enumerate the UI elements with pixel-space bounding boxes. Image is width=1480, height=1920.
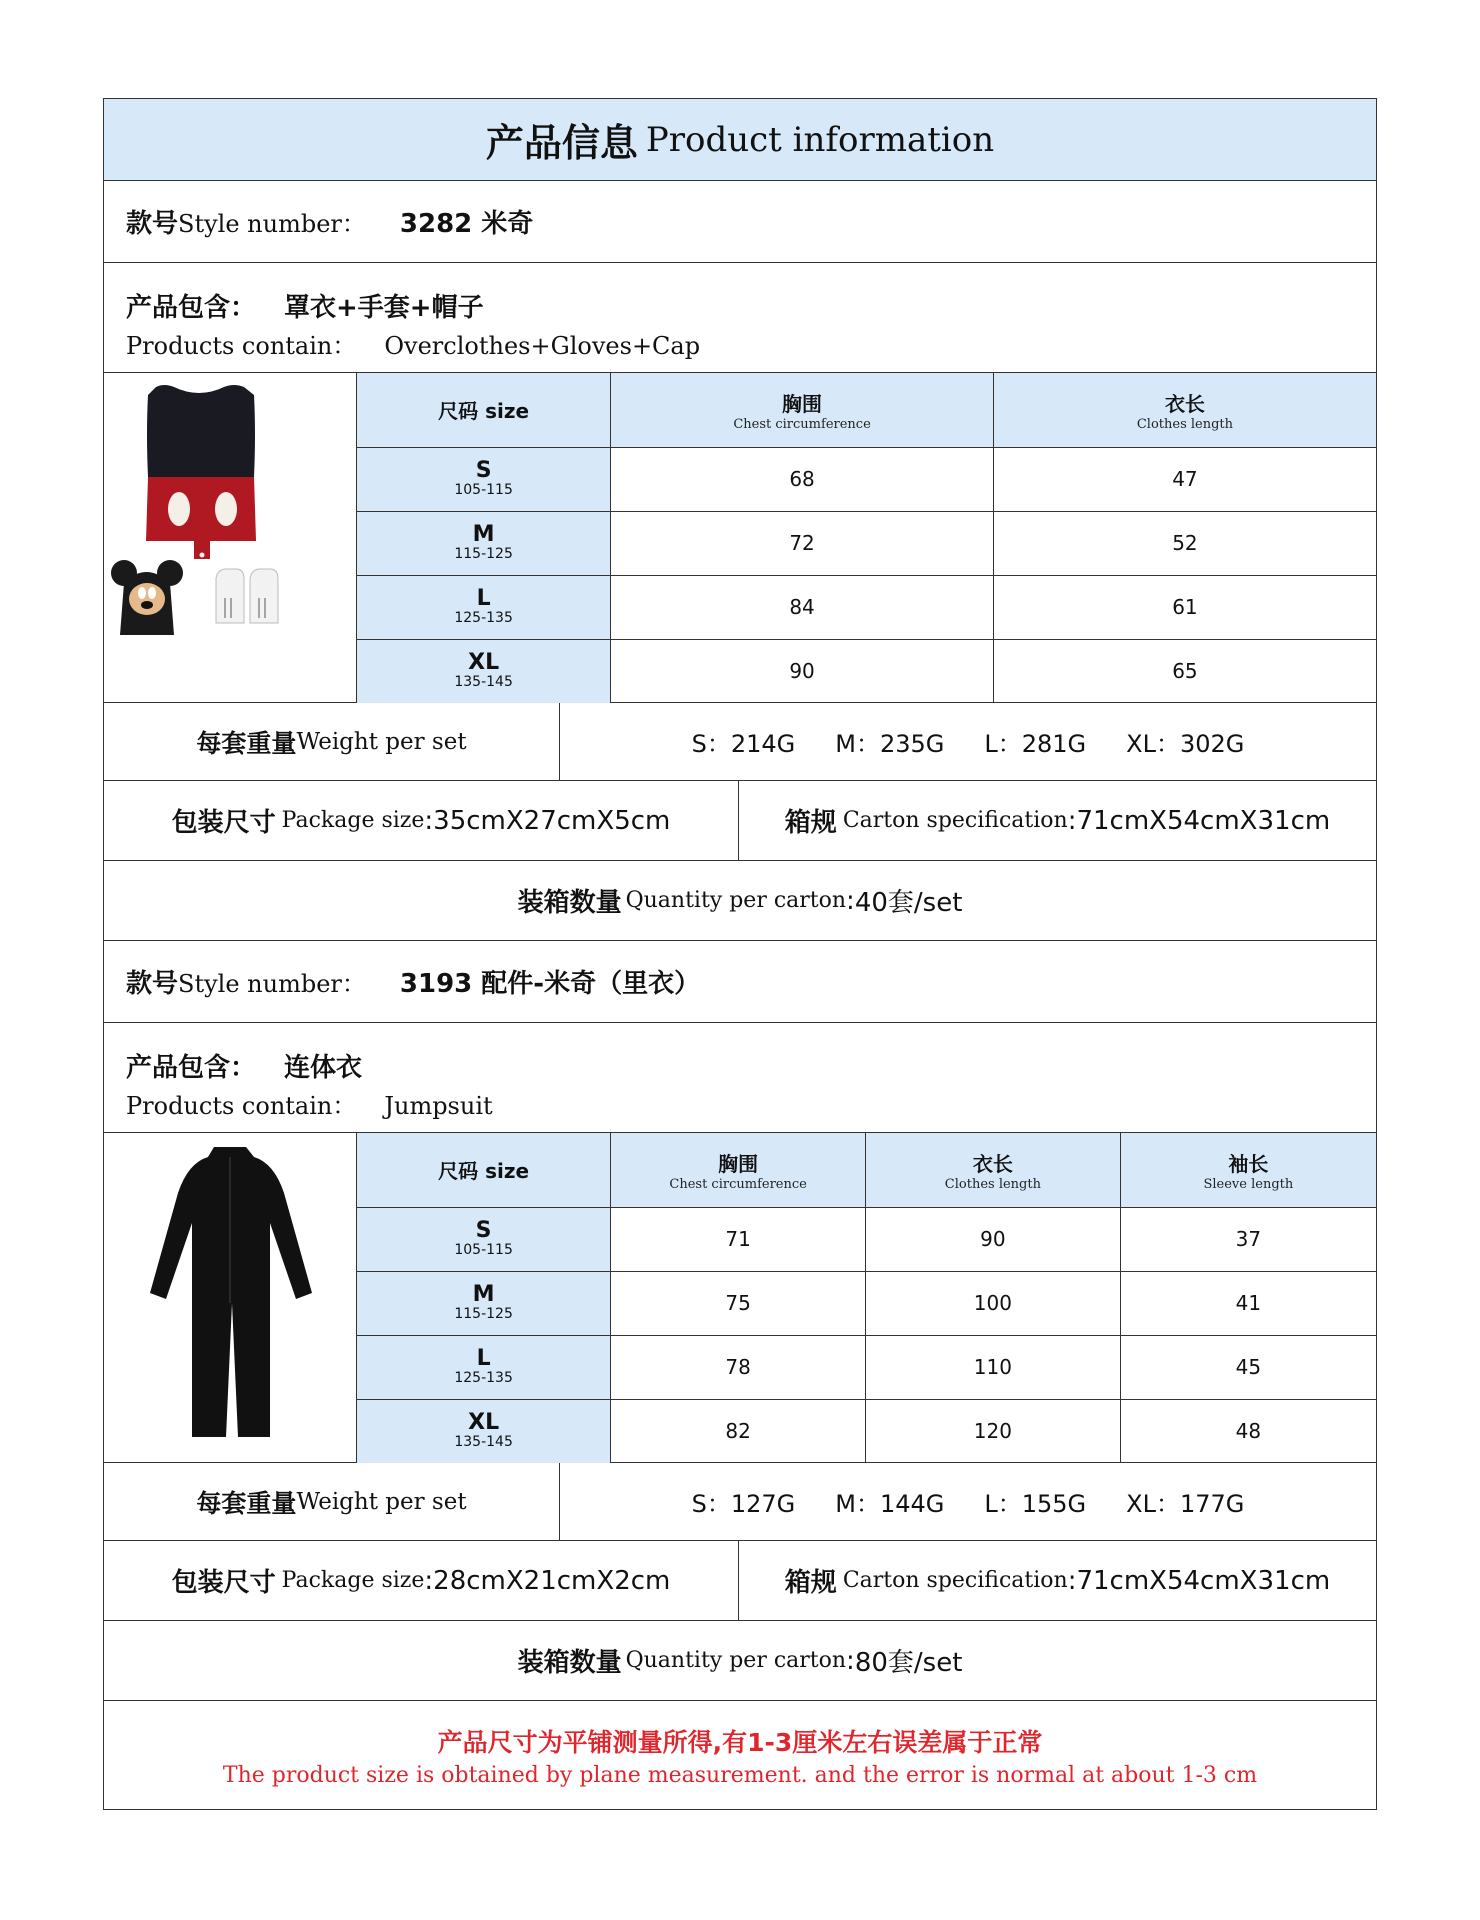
p1-size-table bbox=[357, 373, 1376, 703]
weight-s: S：127G bbox=[691, 1490, 796, 1518]
p2-style-number: 3193 配件-米奇（里衣） bbox=[399, 969, 701, 999]
table-row: M 115-125 75 100 41 bbox=[357, 1271, 1376, 1335]
gloves-illustration bbox=[216, 569, 278, 623]
length-value: 65 bbox=[993, 639, 1376, 703]
size-header: 尺码 size bbox=[357, 1133, 611, 1207]
p1-package-size: 35cmX27cmX5cm bbox=[433, 805, 671, 836]
length-header: 衣长 Clothes length bbox=[993, 373, 1376, 447]
p1-contains-row bbox=[104, 263, 1376, 373]
p1-weight-row: 每套重量 Weight per set S：214G M：235G L：281G XL：302G bbox=[104, 703, 1376, 781]
length-value: 47 bbox=[993, 447, 1376, 511]
p2-contains-row: 产品包含： 连体衣 Products contain： Jumpsuit bbox=[104, 1023, 1376, 1133]
p1-style-row bbox=[104, 181, 1376, 263]
chest-value: 68 bbox=[611, 447, 994, 511]
p1-product-image bbox=[104, 373, 357, 703]
p2-package-size: 28cmX21cmX2cm bbox=[433, 1565, 671, 1596]
contain-label-cn: 产品包含： bbox=[126, 293, 257, 323]
weight-xl: XL：302G bbox=[1126, 730, 1245, 758]
length-value: 52 bbox=[993, 511, 1376, 575]
p2-size-block bbox=[104, 1133, 1376, 1463]
p1-contain-cn: 罩衣+手套+帽子 bbox=[284, 293, 484, 323]
cap-illustration bbox=[111, 560, 183, 635]
p1-qty: 40套/set bbox=[854, 888, 963, 918]
p2-qty-row: 装箱数量 Quantity per carton : 80套/set bbox=[104, 1621, 1376, 1701]
p2-contain-en: Jumpsuit bbox=[384, 1092, 493, 1120]
weight-l: L：155G bbox=[984, 1490, 1087, 1518]
p2-weight-row: 每套重量 Weight per set S：127G M：144G L：155G XL：177G bbox=[104, 1463, 1376, 1541]
weight-xl: XL：177G bbox=[1126, 1490, 1245, 1518]
table-row: XL 135-145 82 120 48 bbox=[357, 1399, 1376, 1463]
style-label-en: Style number： bbox=[178, 210, 366, 238]
table-row: M 115-125 72 52 bbox=[357, 511, 1376, 575]
table-row: L 125-135 84 61 bbox=[357, 575, 1376, 639]
chest-value: 72 bbox=[611, 511, 994, 575]
size-header: 尺码 size bbox=[357, 373, 611, 447]
p1-carton-spec: 71cmX54cmX31cm bbox=[1076, 805, 1331, 836]
chest-value: 90 bbox=[611, 639, 994, 703]
page-title bbox=[104, 99, 1376, 181]
p2-style-row: 款号 Style number： 3193 配件-米奇（里衣） bbox=[104, 941, 1376, 1023]
p1-style-number: 3282 米奇 bbox=[399, 209, 534, 239]
table-row: L 125-135 78 110 45 bbox=[357, 1335, 1376, 1399]
length-value: 61 bbox=[993, 575, 1376, 639]
p1-contain-en: Overclothes+Gloves+Cap bbox=[384, 332, 701, 360]
p1-package-row: 包装尺寸 Package size : 35cmX27cmX5cm 箱规 Carton specification : 71cmX54cmX31cm bbox=[104, 781, 1376, 861]
product-info-sheet bbox=[103, 98, 1377, 1810]
contain-label-en: Products contain： bbox=[126, 332, 357, 360]
jumpsuit-illustration bbox=[104, 1133, 356, 1461]
note-cn: 产品尺寸为平铺测量所得,有1-3厘米左右误差属于正常 bbox=[437, 1728, 1043, 1757]
p1-qty-row: 装箱数量 Quantity per carton : 40套/set bbox=[104, 861, 1376, 941]
chest-header: 胸围 Chest circumference bbox=[611, 1133, 866, 1207]
measurement-note bbox=[104, 1701, 1376, 1811]
p2-qty: 80套/set bbox=[854, 1648, 963, 1678]
table-row: S 105-115 68 47 bbox=[357, 447, 1376, 511]
overclothes-illustration bbox=[146, 385, 256, 559]
weight-m: M：144G bbox=[835, 1490, 945, 1518]
weight-l: L：281G bbox=[984, 730, 1087, 758]
p2-product-image bbox=[104, 1133, 357, 1463]
chest-value: 84 bbox=[611, 575, 994, 639]
table-row: S 105-115 71 90 37 bbox=[357, 1207, 1376, 1271]
p1-size-block bbox=[104, 373, 1376, 703]
sleeve-header: 袖长 Sleeve length bbox=[1120, 1133, 1376, 1207]
note-en: The product size is obtained by plane measurement. and the error is normal at about 1-3 cm bbox=[222, 1763, 1258, 1788]
p2-contain-cn: 连体衣 bbox=[284, 1053, 363, 1083]
p2-package-row: 包装尺寸 Package size : 28cmX21cmX2cm 箱规 Carton specification : 71cmX54cmX31cm bbox=[104, 1541, 1376, 1621]
table-row: XL 135-145 90 65 bbox=[357, 639, 1376, 703]
title-en: Product information bbox=[645, 119, 995, 160]
chest-header: 胸围 Chest circumference bbox=[611, 373, 994, 447]
p2-size-table bbox=[357, 1133, 1376, 1463]
style-label-cn: 款号 bbox=[126, 209, 179, 239]
length-header: 衣长 Clothes length bbox=[866, 1133, 1121, 1207]
p2-carton-spec: 71cmX54cmX31cm bbox=[1076, 1565, 1331, 1596]
weight-s: S：214G bbox=[691, 730, 796, 758]
weight-m: M：235G bbox=[835, 730, 945, 758]
title-cn: 产品信息 bbox=[485, 121, 638, 165]
